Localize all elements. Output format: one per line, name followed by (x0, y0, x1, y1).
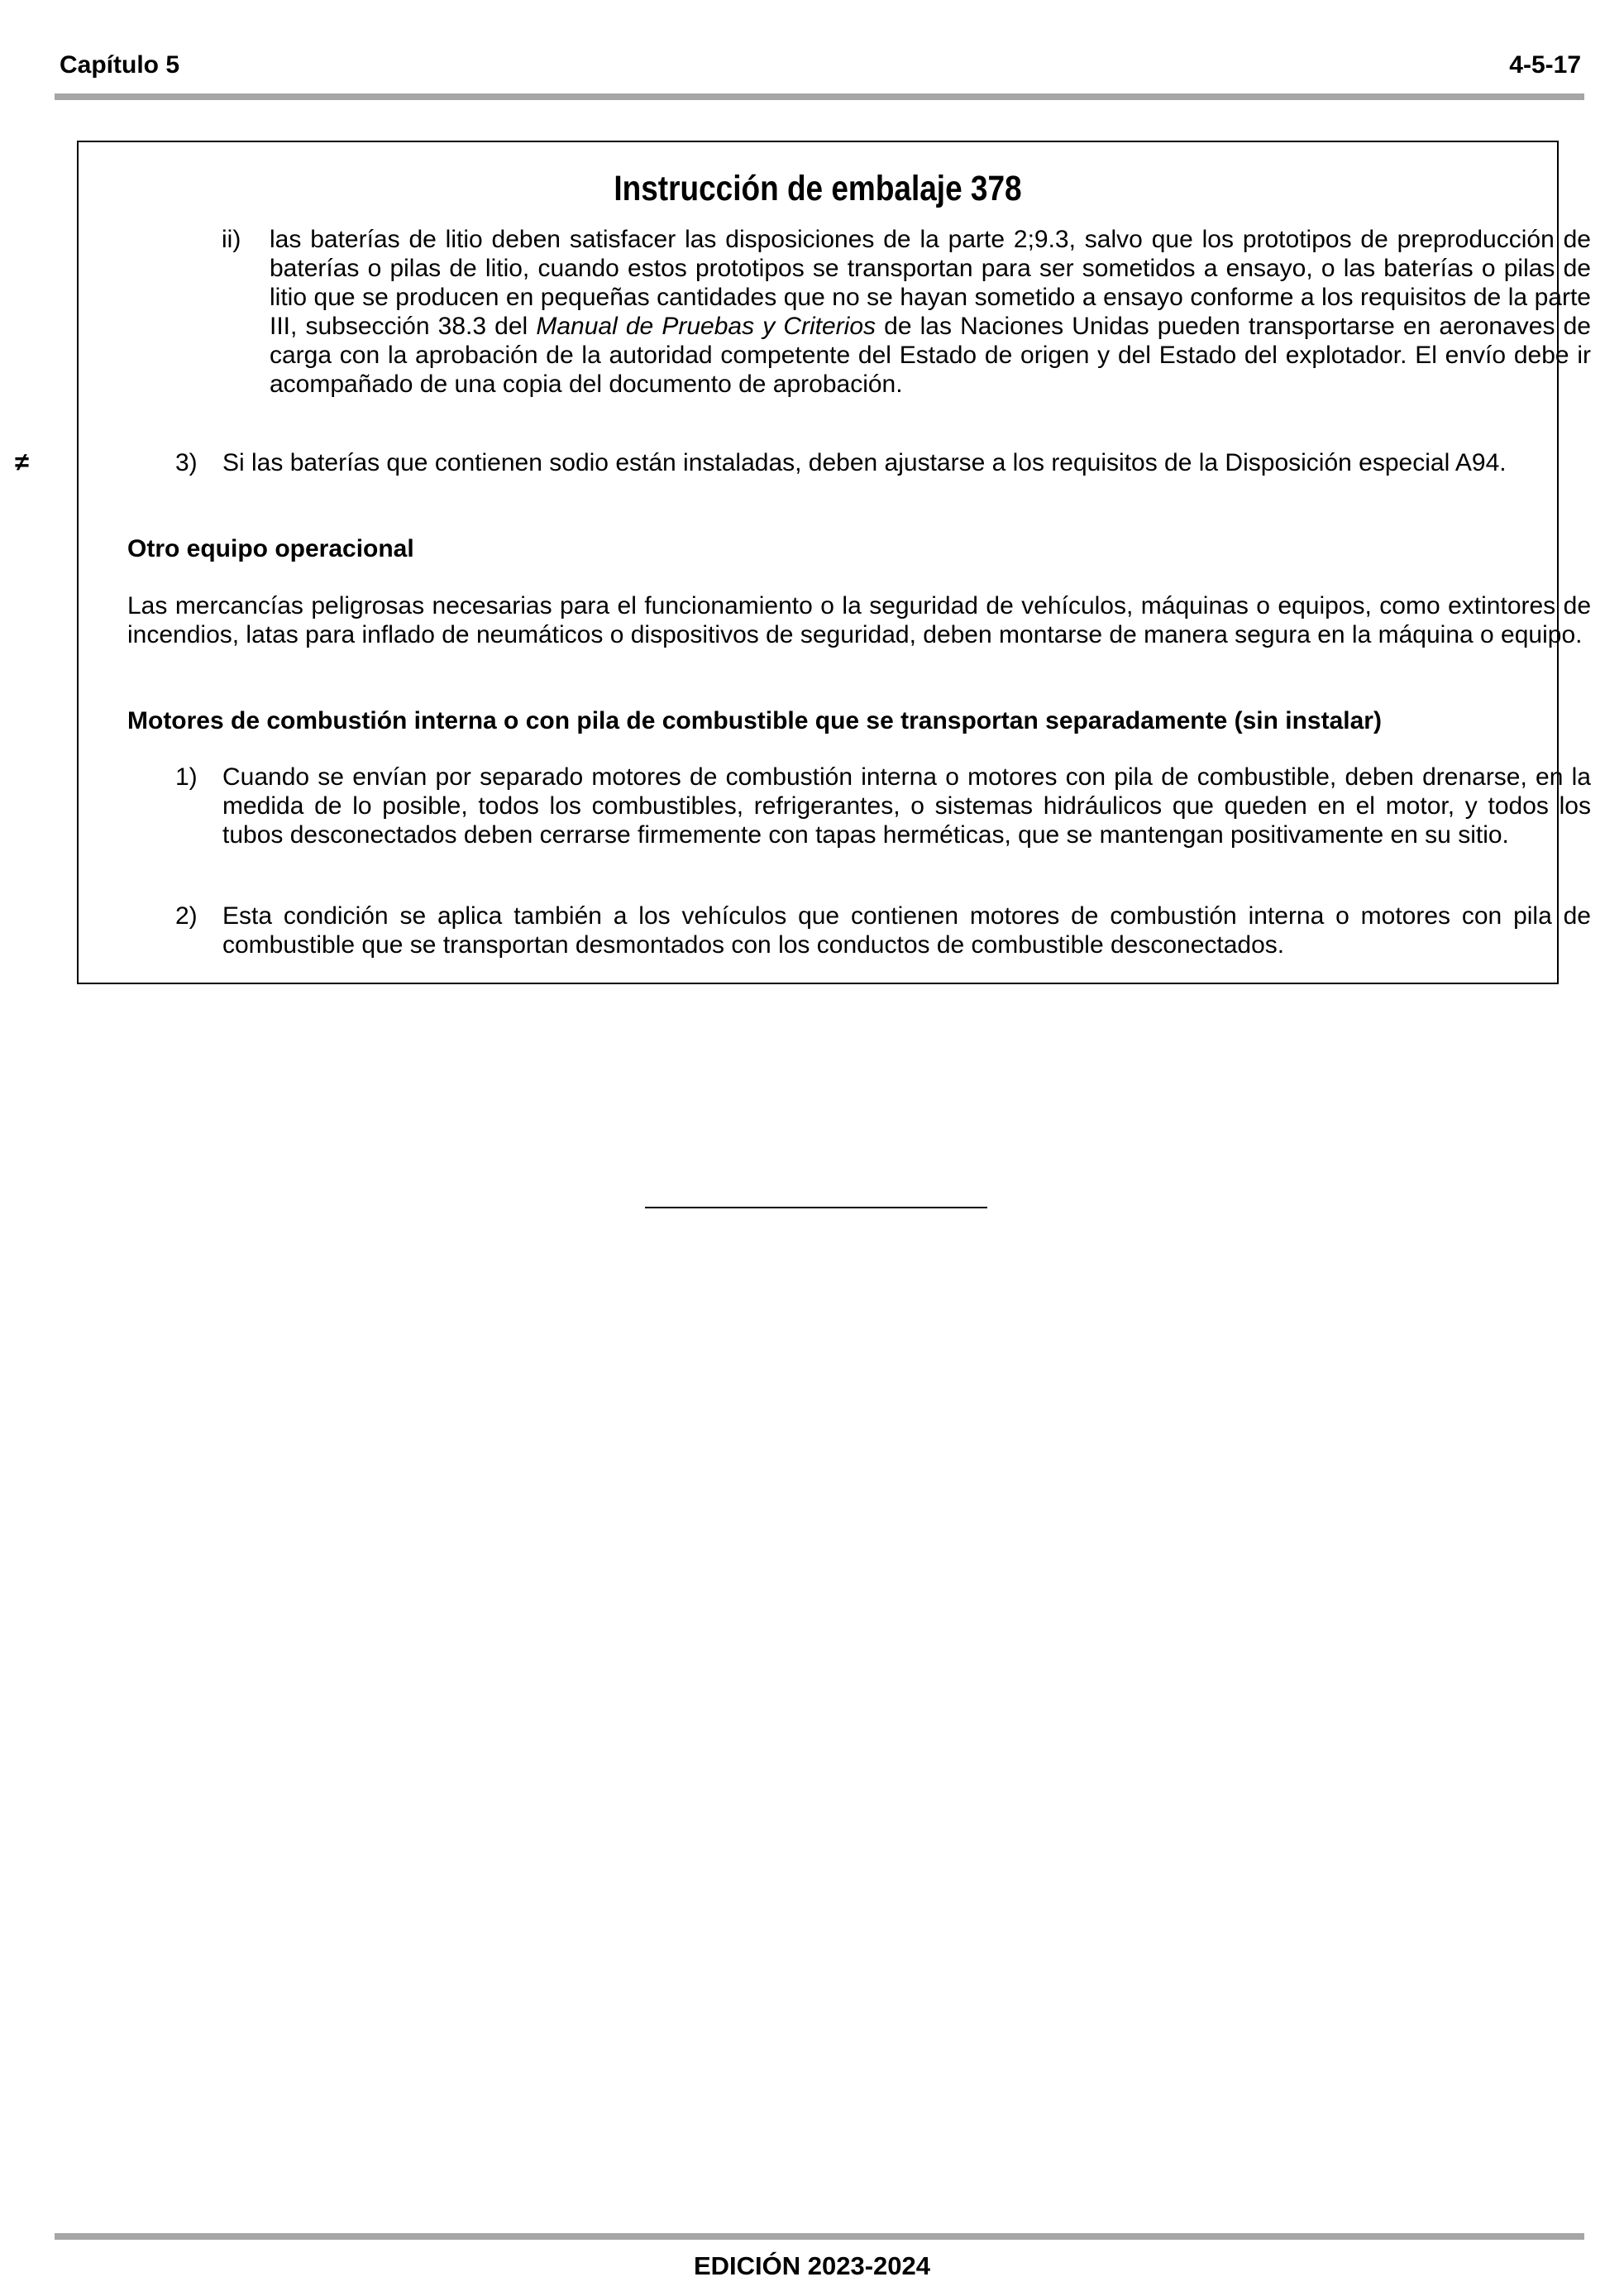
box-title: Instrucción de embalaje 378 (614, 169, 1022, 208)
edition-footer: EDICIÓN 2023-2024 (693, 2251, 931, 2280)
page-number: 4-5-17 (1509, 51, 1581, 79)
engine-item-1-marker: 1) (175, 763, 198, 791)
change-mark-icon: ≠ (15, 447, 30, 476)
item-ii-marker: ii) (222, 226, 241, 253)
engine-item-2-text: Esta condición se aplica también a los vehículos que contienen motores de combustión interna o motores con pila de combustible que se transportan desmontados con los conductos de combustible desconectados. (222, 902, 1591, 959)
engine-item-1-text: Cuando se envían por separado motores de combustión interna o motores con pila de combustible, deben drenarse, en la medida de lo posible, todos los combustibles, refrigerantes, o sistemas hidráulicos que queden en el motor, y todos los tubos desconectados deben cerrarse firmemente con tapas herméticas, que se mantengan positivamente en su sitio. (222, 763, 1591, 849)
item-ii-text (270, 225, 1591, 399)
manual-title: Manual de Pruebas y Criterios (536, 313, 876, 340)
footer-rule (55, 2233, 1584, 2240)
item-ii-text-after: de las Naciones Unidas pueden transportarse en aeronaves de carga con la aprobación de la autoridad competente del Estado de origen y del Estado del explotador. El envío debe ir acompañado de una copia del documento de aprobación. (270, 313, 1591, 398)
packing-instruction-box (77, 141, 1591, 984)
engine-item-2-marker: 2) (175, 902, 198, 930)
section-heading-engines: Motores de combustión interna o con pila de combustible que se transportan separadamente (sin instalar) (127, 707, 1382, 734)
item-3-marker: 3) (175, 449, 198, 476)
section-heading-other-equipment: Otro equipo operacional (127, 535, 414, 562)
item-3-text: Si las baterías que contienen sodio están instaladas, deben ajustarse a los requisitos de la Disposición especial A94. (222, 449, 1507, 476)
chapter-label: Capítulo 5 (60, 51, 180, 79)
header-rule (55, 93, 1584, 100)
section-paragraph-other-equipment: Las mercancías peligrosas necesarias para el funcionamiento o la seguridad de vehículos, máquinas o equipos, como extintores de incendios, latas para inflado de neumáticos o dispositivos de seguridad, deben montarse de manera segura en la máquina o equipo. (127, 592, 1591, 648)
item-ii-text-before: las baterías de litio deben satisfacer las disposiciones de la parte 2;9.3, salvo que los prototipos de preproducción de baterías o pilas de litio, cuando estos prototipos se transportan para ser sometidos a ensayo, o las baterías o pilas de litio que se producen en pequeñas cantidades que no se hayan sometido a ensayo conforme a los requisitos de la parte III, subsección 38.3 del (270, 226, 1591, 340)
end-separator-line (645, 1207, 987, 1208)
